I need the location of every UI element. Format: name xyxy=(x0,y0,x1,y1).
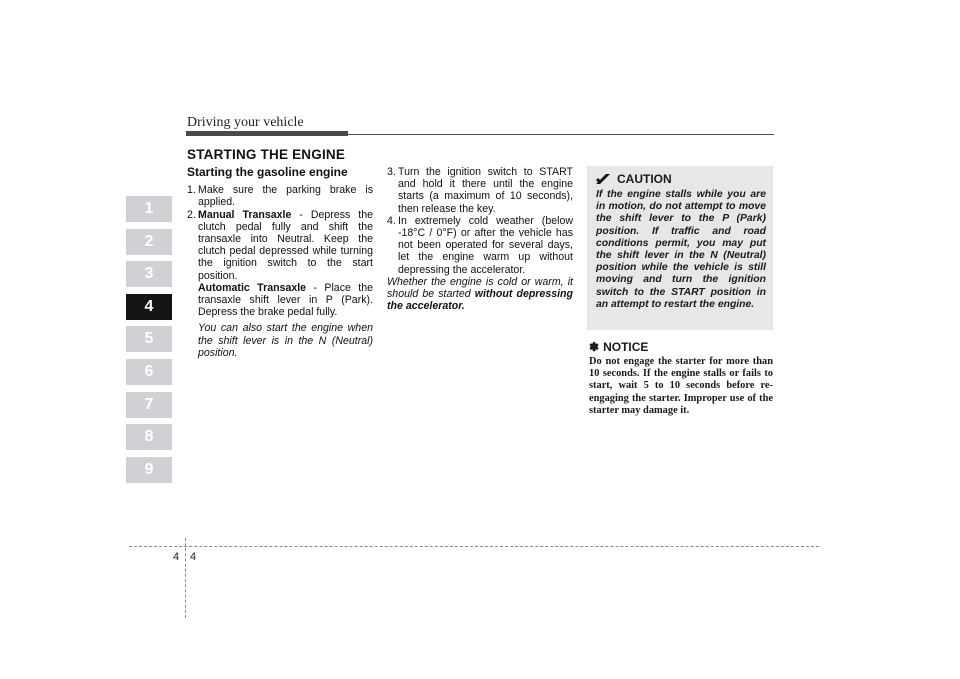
column-1 xyxy=(187,166,373,359)
chapter-tab-3[interactable]: 3 xyxy=(126,261,172,287)
step-1-number: 1. xyxy=(187,184,196,197)
caution-icon xyxy=(595,173,611,185)
chapter-tabs xyxy=(126,196,172,489)
subheading: Starting the gasoline engine xyxy=(187,165,348,179)
neutral-note: You can also start the engine when the shift lever is in the N (Neutral) position. xyxy=(198,322,373,359)
caution-header xyxy=(595,172,672,186)
chapter-tab-4[interactable]: 4 xyxy=(126,294,172,320)
automatic-transaxle-paragraph xyxy=(187,282,373,319)
footer-divider xyxy=(185,538,186,618)
step-4-text: In extremely cold weather (below -18°C / 0°F) or after the vehicle has not been operated for several days, let the engine warm up without depressing the accelerator. xyxy=(398,214,573,276)
accelerator-note xyxy=(387,276,573,313)
chapter-tab-9[interactable]: 9 xyxy=(126,457,172,483)
chapter-tab-8[interactable]: 8 xyxy=(126,424,172,450)
automatic-transaxle-label: Automatic Transaxle xyxy=(198,281,307,294)
manual-transaxle-label: Manual Transaxle xyxy=(198,208,292,221)
notice-title: NOTICE xyxy=(603,340,649,354)
chapter-tab-7[interactable]: 7 xyxy=(126,392,172,418)
step-3 xyxy=(387,166,573,215)
header-bar xyxy=(186,131,348,136)
step-3-text: Turn the ignition switch to START and hold it there until the engine starts (a maximum of 10 seconds), then release the key. xyxy=(398,166,573,215)
step-2-number: 2. xyxy=(187,208,196,221)
step-1 xyxy=(187,184,373,208)
accelerator-note-text: Whether the engine is cold or warm, it should be started xyxy=(387,275,573,301)
caution-box xyxy=(587,166,773,330)
chapter-tab-1[interactable]: 1 xyxy=(126,196,172,222)
page-number: 4 xyxy=(190,551,197,563)
footer-rule xyxy=(129,546,819,547)
chapter-number: 4 xyxy=(173,551,180,563)
step-4-number: 4. xyxy=(387,214,396,227)
page-title: STARTING THE ENGINE xyxy=(187,147,346,162)
chapter-tab-5[interactable]: 5 xyxy=(126,326,172,352)
step-2 xyxy=(187,209,373,282)
step-3-number: 3. xyxy=(387,166,396,178)
notice-icon: ✽ xyxy=(589,340,600,354)
column-2 xyxy=(387,166,573,312)
chapter-tab-6[interactable]: 6 xyxy=(126,359,172,385)
notice-header xyxy=(589,340,648,354)
chapter-tab-2[interactable]: 2 xyxy=(126,229,172,255)
accelerator-note-emphasis: without depressing the accelerator. xyxy=(387,288,573,313)
section-title: Driving your vehicle xyxy=(187,115,304,130)
caution-text: If the engine stalls while you are in motion, do not attempt to move the shift lever to the P (Park) position. If traffic and road conditions permit, you may put the shift lever in the N (Neutral) position while the vehicle is still moving and turn the ignition switch to the START position in an attempt to restart the engine. xyxy=(596,189,766,310)
automatic-transaxle-text: - Place the transaxle shift lever in P (Park). Depress the brake pedal fully. xyxy=(198,281,373,319)
caution-title: CAUTION xyxy=(617,172,672,186)
step-1-text: Make sure the parking brake is applied. xyxy=(198,184,373,209)
notice-text: Do not engage the starter for more than 10 seconds. If the engine stalls or fails to start, wait 5 to 10 seconds before re-engaging the starter. Improper use of the starter may damage it. xyxy=(589,356,773,416)
step-2-text: - Depress the clutch pedal fully and shift the transaxle into Neutral. Keep the clutch pedal depressed while turning the ignition switch to the start position. xyxy=(198,208,373,282)
step-4 xyxy=(387,215,573,276)
